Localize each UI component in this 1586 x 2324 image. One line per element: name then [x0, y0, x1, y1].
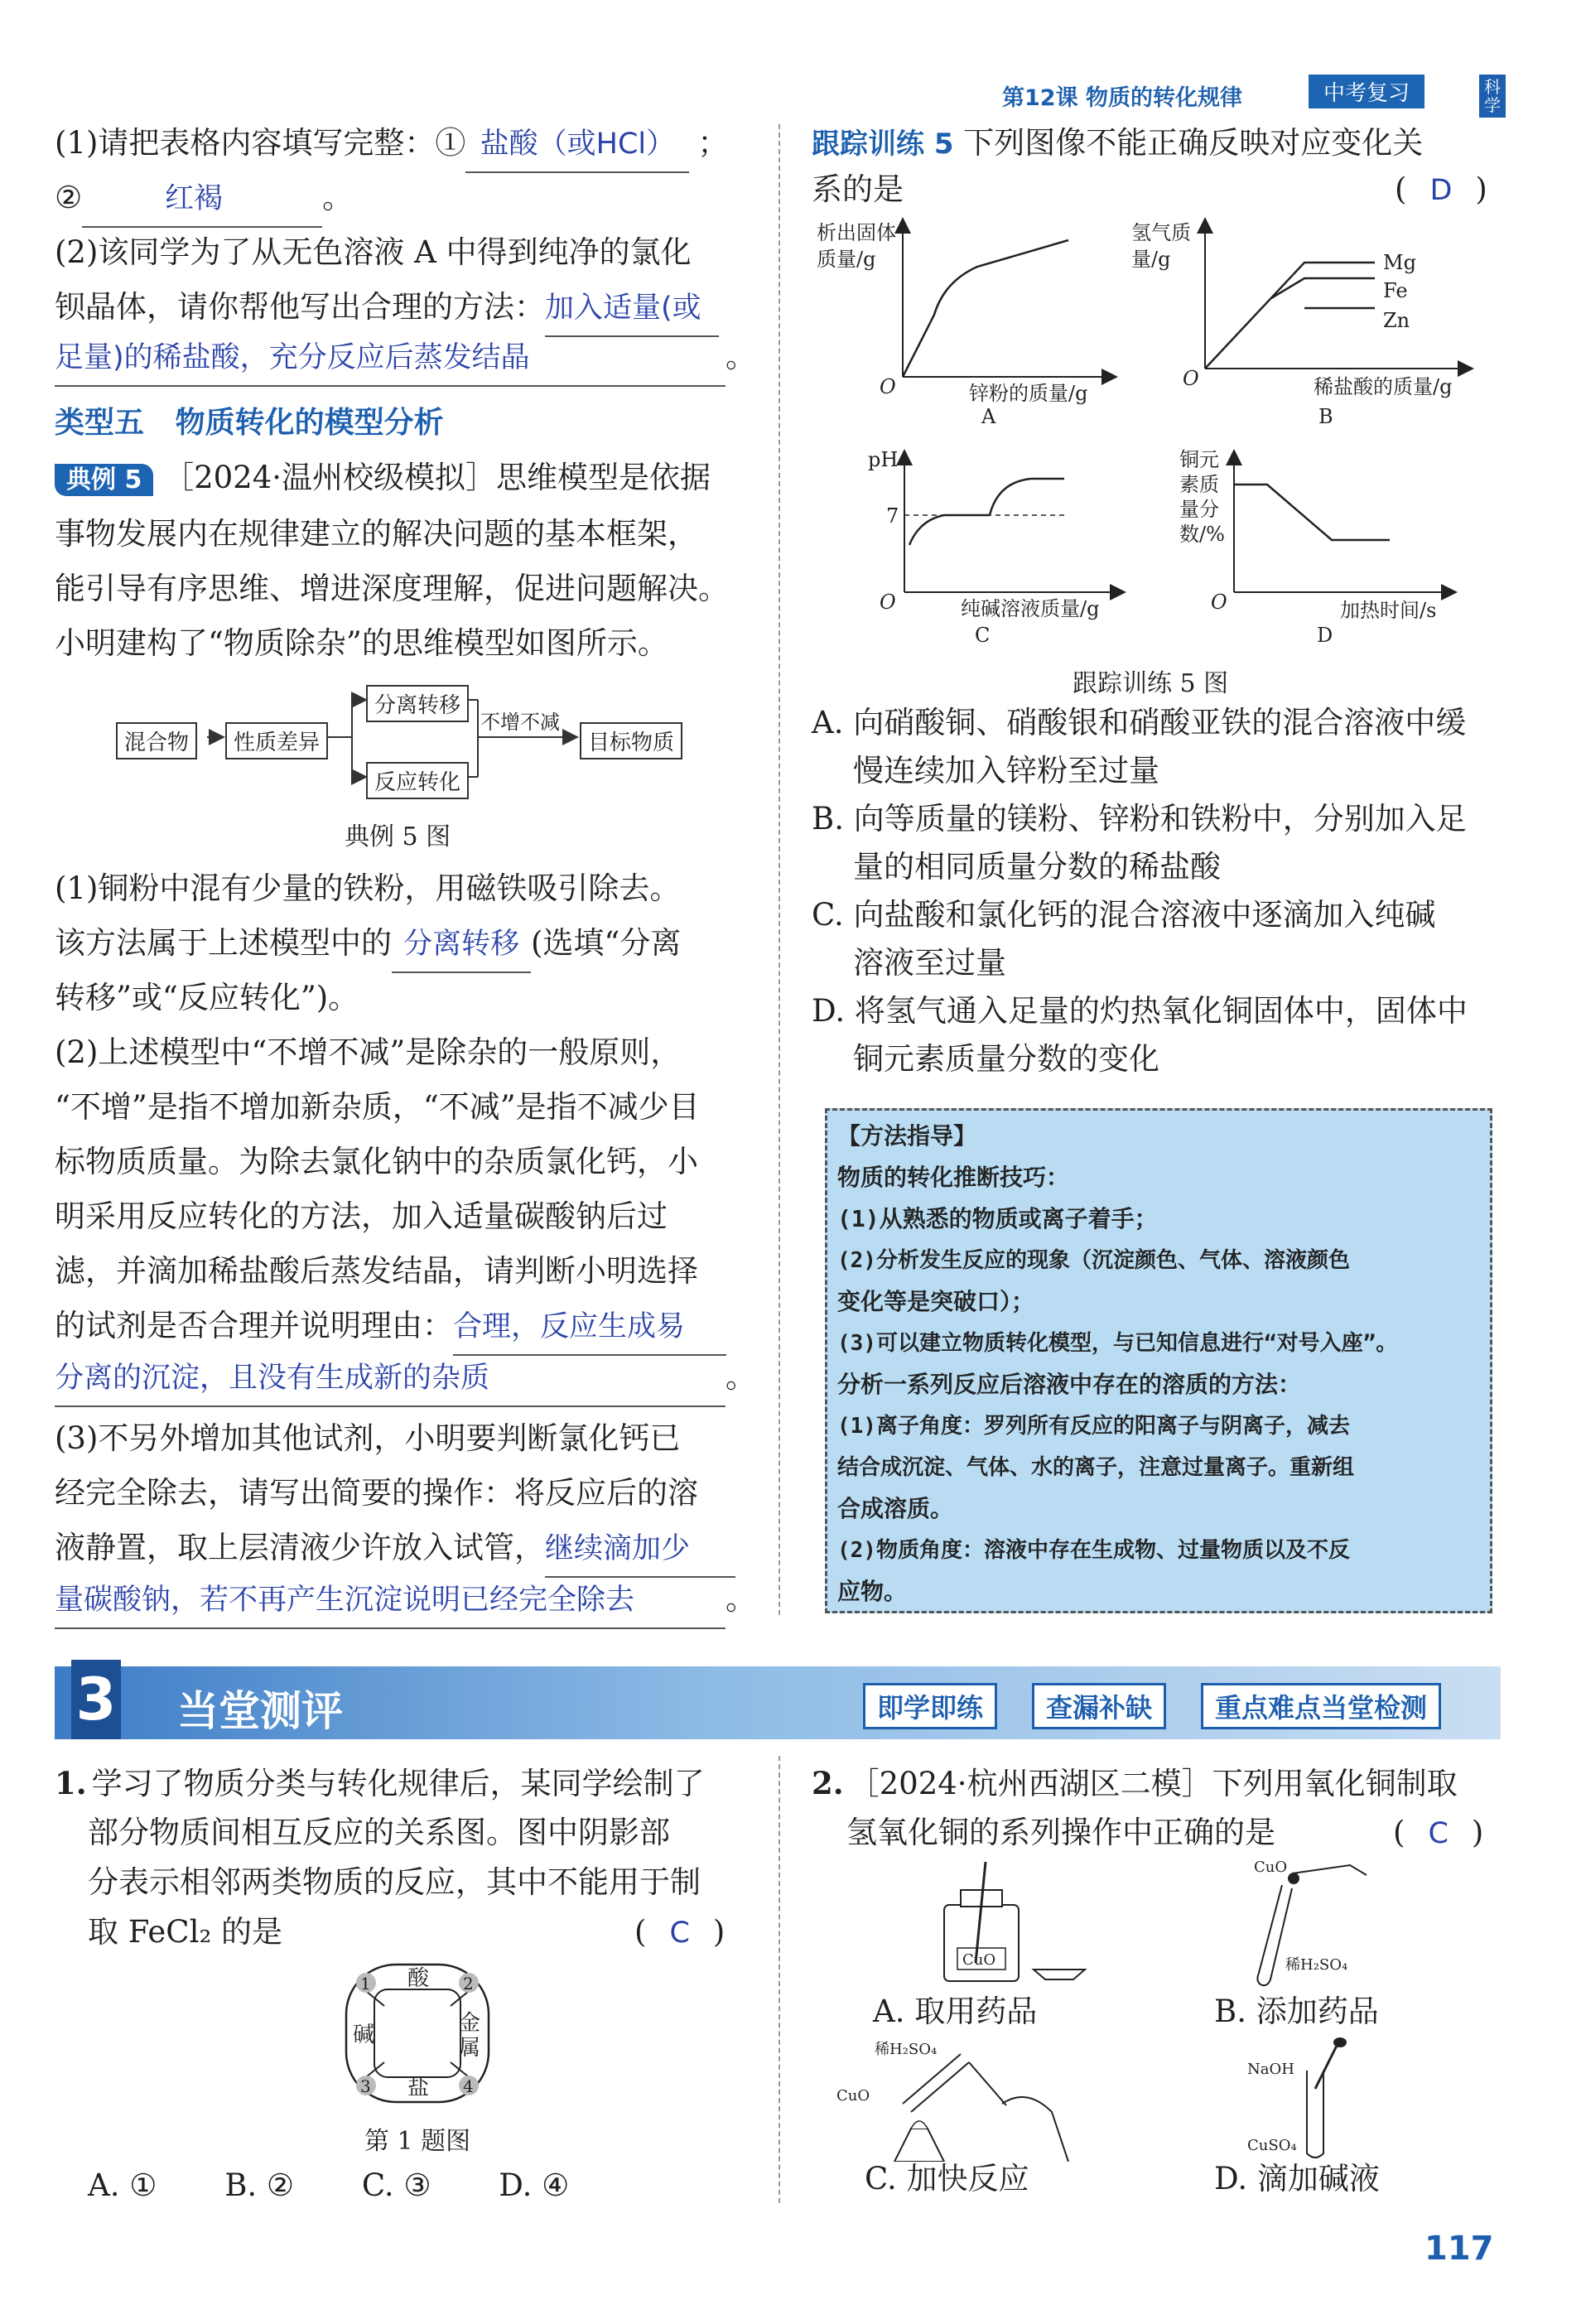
graph-c-origin: O	[880, 591, 896, 614]
q1-end: 。	[322, 180, 354, 215]
p2-l3: 标物质质量。为除去氯化钠中的杂质氯化钙，小	[55, 1144, 698, 1179]
bq2-label-b: B. 添加药品	[1214, 1994, 1379, 2029]
opt-d-1: D. 将氢气通入足量的灼热氧化铜固体中，固体中	[812, 993, 1468, 1029]
bq1-num: 1.	[55, 1765, 87, 1801]
graph-c	[853, 447, 1135, 654]
p3-l1: (3)不另外增加其他试剂，小明要判断氯化钙已	[55, 1420, 681, 1456]
q1-answer-2: 红褐	[82, 171, 322, 228]
p1-l2	[55, 916, 681, 973]
p1-l1: (1)铜粉中混有少量的铁粉，用磁铁吸引除去。	[55, 870, 681, 906]
method-line: 变化等是突破口）；	[837, 1288, 1035, 1315]
graph-d-ylabel4: 数/%	[1179, 523, 1225, 546]
apparatus-b-cuo: CuO	[1254, 1859, 1288, 1876]
flow-arrow-label: 不增不减	[480, 711, 560, 734]
graph-d-ylabel2: 素质	[1179, 473, 1219, 496]
graph-a-origin: O	[880, 375, 896, 398]
graph-c-xlabel: 纯碱溶液质量/g	[961, 597, 1100, 620]
left-q2-l1: (2)该同学为了从无色溶液 A 中得到纯净的氯化	[55, 234, 692, 270]
method-line: 物质的转化推断技巧：	[837, 1164, 1070, 1191]
bq1-line4: 取 FeCl₂ 的是	[88, 1914, 283, 1950]
ex5-l3: 能引导有序思维、增进深度理解，促进问题解决。	[55, 571, 729, 606]
apparatus-a	[928, 1855, 1093, 1988]
graph-d-ylabel1: 铜元	[1179, 448, 1219, 471]
flow-box-property: 性质差异	[225, 722, 328, 759]
graph-b-origin: O	[1183, 367, 1199, 390]
graph-c-seven: 7	[886, 504, 899, 528]
bq1-l3: 分表示相邻两类物质的反应，其中不能用于制	[88, 1864, 701, 1900]
apparatus-b	[1242, 1855, 1408, 1988]
type5-title: 类型五 物质转化的模型分析	[55, 406, 444, 440]
graph-a-xlabel: 锌粉的质量/g	[969, 382, 1088, 405]
p1-line2a: 该方法属于上述模型中的	[55, 925, 392, 961]
flow-diagram	[116, 679, 687, 803]
bq1-option-c: C. ③	[361, 2167, 431, 2203]
graph-d-ylabel3: 量分	[1179, 498, 1219, 521]
subject-badge: 科学	[1479, 75, 1506, 118]
opt-a-1: A. 向硝酸铜、硝酸银和硝酸亚铁的混合溶液中缓	[812, 705, 1467, 740]
p1-line2b: (选填“分离	[531, 925, 682, 961]
ex5-l4: 小明建构了“物质除杂”的思维模型如图所示。	[55, 625, 668, 661]
flow-caption: 典例 5 图	[345, 822, 451, 851]
left-q1	[55, 116, 728, 173]
method-line: (2)分析发生反应的现象（沉淀颜色、气体、溶液颜色	[837, 1248, 1350, 1273]
p3-end: 。	[726, 1581, 756, 1617]
flow-box-react: 反应转化	[366, 762, 469, 799]
fig-acid: 酸	[407, 1966, 430, 1991]
bq2-label-d: D. 滴加碱液	[1214, 2161, 1380, 2196]
bq2-l2: 氢氧化铜的系列操作中正确的是 ( C )	[846, 1815, 1484, 1850]
method-line: (3)可以建立物质转化模型，与已知信息进行“对号入座”。	[837, 1331, 1398, 1356]
p2-end: 。	[726, 1359, 756, 1395]
t5-answer: D	[1429, 174, 1453, 207]
fig-n1: 1	[360, 1974, 371, 1994]
bq1-caption: 第 1 题图	[364, 2127, 471, 2156]
q2-end: 。	[726, 339, 756, 374]
ex5-l2: 事物发展内在规律建立的解决问题的基本框架，	[55, 516, 698, 552]
q2-answer-a: 加入适量(或	[545, 281, 719, 337]
p2-l6	[55, 1299, 726, 1356]
fig-base: 碱	[353, 2023, 375, 2047]
method-guide-box	[825, 1108, 1492, 1613]
t5-label: 跟踪训练 5	[812, 128, 954, 161]
ex5-badge: 典例 5	[55, 464, 153, 496]
apparatus-a-drawing	[928, 1855, 1093, 1988]
graph-a-ylabel1: 析出固体	[817, 221, 896, 244]
apparatus-c-cuo: CuO	[836, 2087, 870, 2105]
left-q1b	[55, 171, 353, 228]
q1-sep: ；	[697, 125, 729, 161]
p1-answer: 分离转移	[392, 917, 531, 973]
apparatus-c	[836, 2037, 1077, 2162]
method-line: 分析一系列反应后溶液中存在的溶质的方法：	[837, 1371, 1302, 1398]
bq1-l4: 取 FeCl₂ 的是 ( C )	[88, 1914, 726, 1950]
section-3-number: 3	[71, 1660, 121, 1739]
review-tag: 中考复习	[1309, 75, 1425, 108]
bq2-answer: C	[1428, 1817, 1449, 1850]
p3-l3	[55, 1521, 735, 1578]
graph-a-ylabel2: 质量/g	[817, 248, 876, 271]
tag-practice: 即学即练	[863, 1683, 997, 1729]
opt-b-2: 量的相同质量分数的稀盐酸	[853, 849, 1221, 885]
section-3-bar	[55, 1666, 1501, 1739]
q2-line2: 钡晶体，请你帮他写出合理的方法：	[55, 289, 545, 325]
graph-b-legend-zn: Zn	[1383, 309, 1410, 332]
p2-l7	[55, 1350, 756, 1407]
apparatus-b-acid: 稀H₂SO₄	[1285, 1956, 1348, 1974]
fig-salt: 盐	[407, 2076, 430, 2100]
graph-a-letter: A	[981, 405, 996, 428]
p2-l2: “不增”是指不增加新杂质，“不减”是指不减少目	[55, 1089, 700, 1125]
p2-answer-b: 分离的沉淀，且没有生成新的杂质	[55, 1351, 726, 1407]
graph-b	[1126, 215, 1474, 431]
apparatus-c-acid: 稀H₂SO₄	[875, 2041, 938, 2058]
left-q2-l3	[55, 330, 756, 387]
graph-b-letter: B	[1318, 405, 1333, 428]
fig-metal-2: 属	[459, 2036, 481, 2061]
p2-l1: (2)上述模型中“不增不减”是除杂的一般原则，	[55, 1034, 682, 1070]
apparatus-d-naoh: NaOH	[1247, 2061, 1294, 2078]
apparatus-a-cuo: CuO	[962, 1951, 996, 1969]
t5-l2: 系的是 ( D )	[812, 171, 1487, 207]
fig-n2: 2	[463, 1974, 474, 1994]
opt-d-2: 铜元素质量分数的变化	[853, 1041, 1159, 1077]
bq1-options	[88, 2158, 569, 2213]
bq1-line1: 学习了物质分类与转化规律后，某同学绘制了	[91, 1766, 705, 1801]
graph-d-xlabel: 加热时间/s	[1340, 599, 1437, 622]
p2-answer-a: 合理，反应生成易	[453, 1299, 726, 1356]
graph-b-legend-fe: Fe	[1383, 279, 1408, 302]
bottom-divider	[779, 1756, 780, 2203]
tag-key-test: 重点难点当堂检测	[1201, 1683, 1441, 1729]
graph-c-letter: C	[975, 624, 991, 647]
opt-b-1: B. 向等质量的镁粉、锌粉和铁粉中，分别加入足	[812, 801, 1467, 837]
graph-b-xlabel: 稀盐酸的质量/g	[1314, 375, 1453, 398]
column-divider	[779, 124, 780, 1615]
bq1-figure	[335, 1960, 500, 2109]
fig-metal-1: 金	[459, 2011, 481, 2036]
bq2-label-a: A. 取用药品	[873, 1994, 1038, 2029]
bq2-label-c: C. 加快反应	[865, 2161, 1029, 2196]
graph-c-plot	[853, 447, 1135, 654]
q1-num2: ②	[55, 180, 83, 215]
p3-answer-b: 量碳酸钠，若不再产生沉淀说明已经完全除去	[55, 1573, 726, 1629]
graph-a	[812, 215, 1118, 431]
bq1-l2: 部分物质间相互反应的关系图。图中阴影部	[88, 1815, 670, 1850]
graph-b-ylabel2: 量/g	[1131, 248, 1171, 271]
opt-c-1: C. 向盐酸和氯化钙的混合溶液中逐滴加入纯碱	[812, 897, 1436, 933]
bq1-option-d: D. ④	[499, 2167, 570, 2203]
flow-box-mixture: 混合物	[116, 722, 197, 759]
p3-l2: 经完全除去，请写出简要的操作：将反应后的溶	[55, 1475, 698, 1511]
bq2-line1: ［2024·杭州西湖区二模］下列用氧化铜制取	[848, 1766, 1458, 1801]
apparatus-d	[1234, 2037, 1400, 2162]
q1-answer-1: 盐酸（或HCl）	[465, 117, 689, 173]
graph-d-letter: D	[1317, 624, 1333, 647]
ex5-line1: ［2024·温州校级模拟］思维模型是依据	[163, 460, 711, 495]
graphs-caption: 跟踪训练 5 图	[1073, 669, 1229, 698]
method-line: (1)从熟悉的物质或离子着手；	[837, 1205, 1158, 1232]
graph-d	[1176, 447, 1474, 654]
p2-l5: 滤，并滴加稀盐酸后蒸发结晶，请判断小明选择	[55, 1253, 698, 1289]
bq1-l1	[55, 1756, 705, 1811]
apparatus-d-cuso4: CuSO₄	[1247, 2137, 1297, 2154]
method-line: 合成溶质。	[837, 1495, 954, 1522]
bq2-l1	[812, 1756, 1458, 1811]
bq1-answer: C	[669, 1917, 690, 1950]
page-header	[1002, 73, 1516, 119]
fig-n3: 3	[360, 2076, 371, 2096]
apparatus-c-drawing	[836, 2037, 1077, 2162]
q2-answer-b: 足量)的稀盐酸，充分反应后蒸发结晶	[55, 330, 726, 387]
bq1-option-b: B. ②	[224, 2167, 295, 2203]
left-q2-l2	[55, 280, 719, 337]
tag-check: 查漏补缺	[1032, 1683, 1166, 1729]
bq2-line2: 氢氧化铜的系列操作中正确的是	[846, 1815, 1275, 1850]
method-line: 应物。	[837, 1578, 908, 1605]
graph-b-ylabel1: 氢气质	[1131, 221, 1191, 244]
method-title: 【方法指导】	[837, 1122, 977, 1150]
graph-b-legend-mg: Mg	[1383, 251, 1416, 274]
flow-box-separate: 分离转移	[366, 685, 469, 722]
method-line: 结合成沉淀、气体、水的离子，注意过量离子。重新组	[837, 1455, 1355, 1480]
method-line: (1)离子角度：罗列所有反应的阳离子与阴离子，减去	[837, 1414, 1350, 1439]
t5-line2: 系的是	[812, 171, 904, 207]
opt-c-2: 溶液至过量	[853, 945, 1006, 981]
p3-l4	[55, 1572, 756, 1629]
bq1-option-a: A. ①	[88, 2167, 157, 2203]
graph-c-ylabel: pH	[868, 448, 899, 471]
t5-line1: 下列图像不能正确反映对应变化关	[963, 125, 1424, 161]
section-3-title: 当堂测评	[177, 1687, 343, 1735]
p3-answer-a: 继续滴加少	[545, 1521, 735, 1578]
method-line: (2)物质角度：溶液中存在生成物、过量物质以及不反	[837, 1538, 1350, 1563]
ex5-l1	[55, 451, 711, 508]
fig-n4: 4	[463, 2076, 474, 2096]
bq2-num: 2.	[812, 1765, 844, 1801]
q1-prefix: (1)请把表格内容填写完整：①	[55, 125, 466, 161]
p1-l3: 转移”或“反应转化”)。	[55, 980, 359, 1015]
graph-d-origin: O	[1211, 591, 1227, 614]
opt-a-2: 慢连续加入锌粉至过量	[853, 753, 1159, 788]
p2-l4: 明采用反应转化的方法，加入适量碳酸钠后过	[55, 1198, 668, 1234]
flow-box-target: 目标物质	[580, 722, 682, 759]
p2-line6: 的试剂是否合理并说明理由：	[55, 1308, 453, 1343]
page-number: 117	[1425, 2230, 1494, 2268]
p3-line3: 液静置，取上层清液少许放入试管，	[55, 1530, 545, 1565]
lesson-title: 第12课 物质的转化规律	[1002, 85, 1242, 111]
